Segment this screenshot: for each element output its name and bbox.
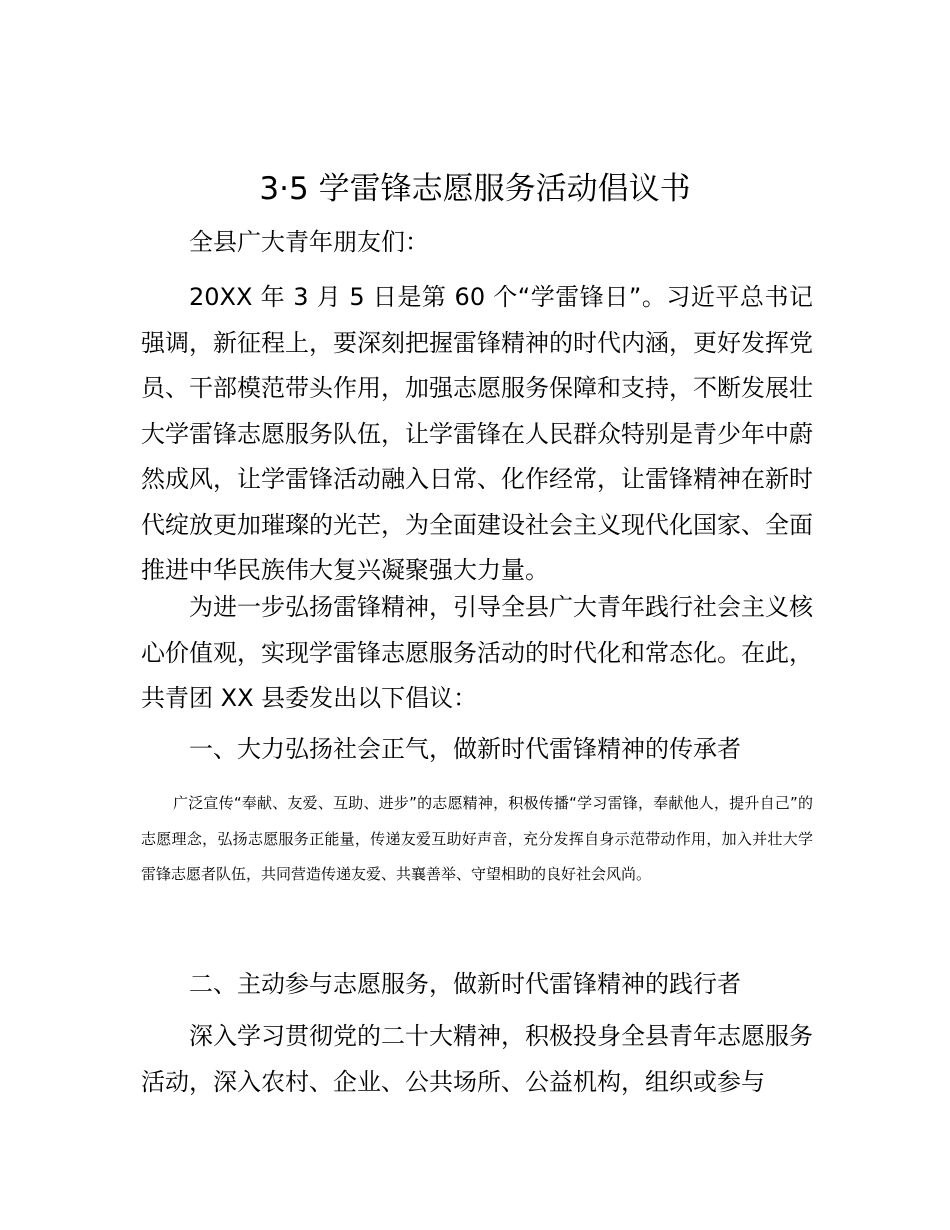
paragraph-section-2: 深入学习贯彻党的二十大精神，积极投身全县青年志愿服务活动，深入农村、企业、公共场所、公益机构，组织或参与 [141,1022,813,1096]
salutation: 全县广大青年朋友们： [189,228,429,256]
section-heading-2: 二、主动参与志愿服务，做新时代雷锋精神的践行者 [189,970,741,998]
paragraph-intro: 20XX 年 3 月 5 日是第 60 个“学雷锋日”。习近平总书记强调，新征程上，要深刻把握雷锋精神的时代内涵，更好发挥党员、干部模范带头作用，加强志愿服务保障和支持，不断发展壮大学雷锋志愿服务队伍，让学雷锋在人民群众特别是青少年中蔚然成风，让学雷锋活动融入日常、化作经常，让雷锋精神在新时代绽放更加璀璨的光芒，为全面建设社会主义现代化国家、全面推进中华民族伟大复兴凝聚强大力量。 [141,283,813,584]
document-title: 3·5 学雷锋志愿服务活动倡议书 [259,171,691,207]
section-heading-1: 一、大力弘扬社会正气，做新时代雷锋精神的传承者 [189,735,741,763]
paragraph-section-1: 广泛宣传“奉献、友爱、互助、进步”的志愿精神，积极传播“学习雷锋，奉献他人，提升自己”的志愿理念，弘扬志愿服务正能量，传递友爱互助好声音，充分发挥自身示范带动作用，加入并壮大学雷锋志愿者队伍，共同营造传递友爱、共襄善举、守望相助的良好社会风尚。 [141,794,813,884]
paragraph-initiative: 为进一步弘扬雷锋精神，引导全县广大青年践行社会主义核心价值观，实现学雷锋志愿服务活动的时代化和常态化。在此，共青团 XX 县委发出以下倡议： [141,593,813,712]
